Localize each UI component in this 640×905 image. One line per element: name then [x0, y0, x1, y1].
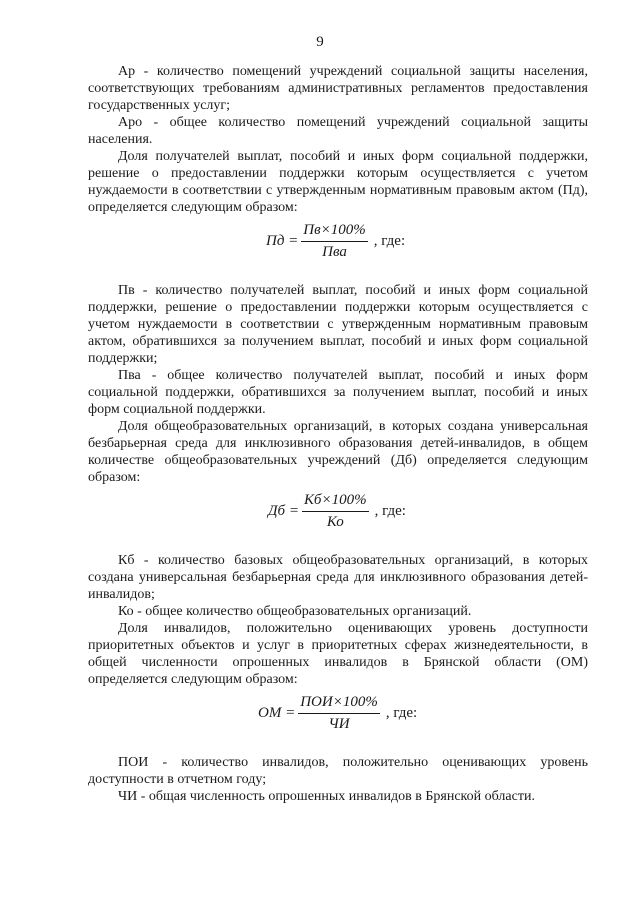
paragraph-pv: Пв - количество получателей выплат, пособий и иных форм социальной поддержки, решение о предоставлении поддержки которым осуществляется с учетом нуждаемости в соответствии с утвержденным нормативным правовым актом, обратившихся за получением выплат, пособий и иных форм социальной поддержки;	[88, 283, 588, 366]
formula-pd	[88, 216, 588, 274]
paragraph-ar: Ар - количество помещений учреждений социальной защиты населения, соответствующих требованиям административных регламентов предоставления государственных услуг;	[88, 64, 588, 113]
formula-db-denominator: Ко	[326, 514, 344, 530]
formula-pd-numerator: Пв×100%	[301, 222, 367, 242]
formula-pd-where: , где:	[373, 233, 406, 249]
formula-db-lhs: Дб =	[268, 503, 299, 519]
paragraph-om-intro: Доля инвалидов, положительно оценивающих уровень доступности приоритетных объектов и услуг в приоритетных сферах жизнедеятельности, в общей численности опрошенных инвалидов в Брянской области (ОМ) определяется следующим образом:	[88, 621, 588, 687]
formula-om	[88, 688, 588, 746]
formula-db-fraction	[302, 492, 369, 531]
paragraph-db-intro: Доля общеобразовательных организаций, в которых создана универсальная безбарьерная среда для инклюзивного образования детей-инвалидов, в общем количестве общеобразовательных учреждений (Дб) определяется следующим образом:	[88, 419, 588, 485]
formula-pd-fraction	[301, 222, 367, 261]
paragraph-chi: ЧИ - общая численность опрошенных инвалидов в Брянской области.	[118, 789, 535, 804]
formula-pd-lhs: Пд =	[266, 233, 299, 249]
paragraph-pva: Пва - общее количество получателей выплат, пособий и иных форм социальной поддержки, обратившихся за получением выплат, пособий и иных форм социальной поддержки.	[88, 368, 588, 417]
formula-om-denominator: ЧИ	[328, 716, 350, 732]
paragraph-poi: ПОИ - количество инвалидов, положительно оценивающих уровень доступности в отчетном году;	[88, 755, 588, 787]
formula-om-fraction	[298, 694, 380, 733]
page-number: 9	[316, 34, 324, 50]
document-body	[88, 63, 588, 805]
formula-db-numerator: Кб×100%	[302, 492, 369, 512]
paragraph-pd-intro: Доля получателей выплат, пособий и иных форм социальной поддержки, решение о предоставлении поддержки которым осуществляется с учетом нуждаемости в соответствии с утвержденным нормативным правовым актом (Пд), определяется следующим образом:	[88, 149, 588, 215]
formula-om-where: , где:	[385, 705, 418, 721]
paragraph-kb: Кб - количество базовых общеобразовательных организаций, в которых создана универсальная безбарьерная среда для инклюзивного образования детей-инвалидов;	[88, 553, 588, 602]
formula-pd-denominator: Пва	[322, 244, 347, 260]
formula-db	[88, 486, 588, 544]
formula-om-lhs: ОМ =	[258, 705, 296, 721]
paragraph-ko: Ко - общее количество общеобразовательных организаций.	[118, 604, 472, 619]
paragraph-aro: Аро - общее количество помещений учреждений социальной защиты населения.	[88, 115, 588, 147]
formula-om-numerator: ПОИ×100%	[298, 694, 380, 714]
formula-db-where: , где:	[374, 503, 406, 519]
